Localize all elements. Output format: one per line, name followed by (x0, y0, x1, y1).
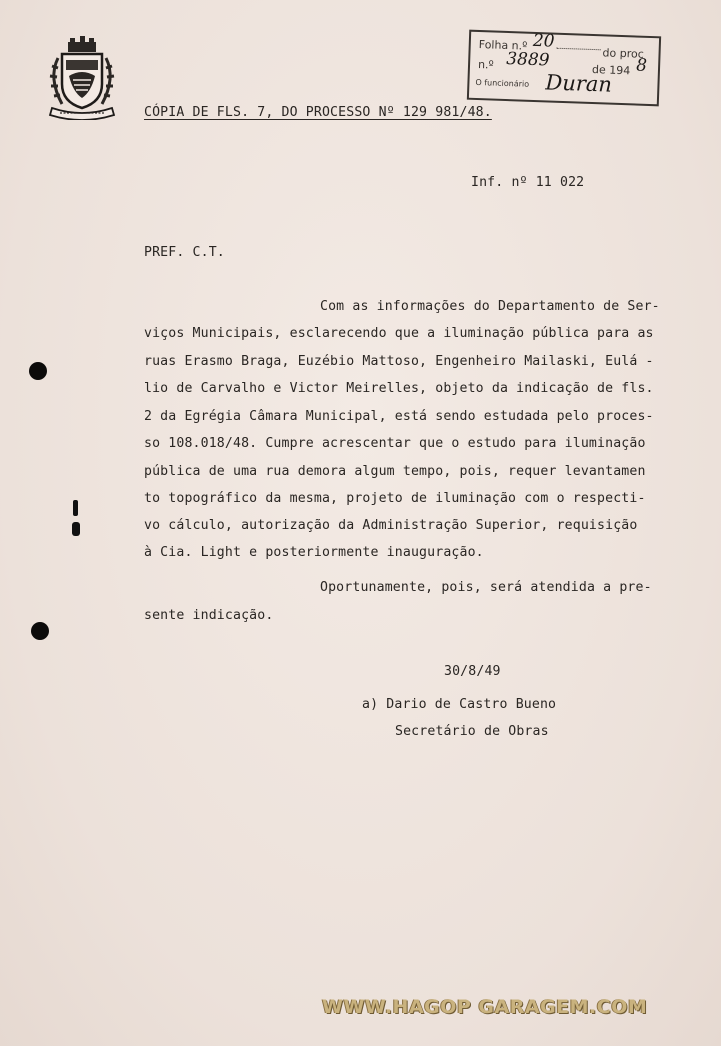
folha-stamp (467, 30, 661, 107)
punch-hole (29, 362, 47, 380)
funcionario-label: O funcionário (475, 77, 530, 89)
website-watermark: WWW.HAGOP GARAGEM.COM (322, 996, 648, 1018)
folha-number: 20 (532, 30, 555, 52)
body-line: lio de Carvalho e Victor Meirelles, objeto da indicação de fls. (144, 381, 654, 396)
folha-dotted-line (557, 48, 601, 51)
body-line: vo cálculo, autorização da Administração Superior, requisição (144, 518, 638, 533)
body-line: 2 da Egrégia Câmara Municipal, está sendo estudada pelo proces- (144, 409, 654, 424)
inf-number: Inf. nº 11 022 (471, 175, 585, 190)
body-line: à Cia. Light e posteriormente inauguração. (144, 545, 484, 560)
coat-of-arms-logo (42, 36, 122, 120)
year-suffix: 8 (635, 55, 648, 76)
staple-mark (73, 500, 78, 516)
n-label: n.º (477, 58, 494, 72)
document-date: 30/8/49 (444, 664, 501, 679)
process-number: 3889 (505, 48, 550, 71)
body-line: viços Municipais, esclarecendo que a iluminação pública para as (144, 326, 654, 341)
body-line: pública de uma rua demora algum tempo, pois, requer levantamen (144, 464, 646, 479)
folha-label: Folha n.º (478, 38, 528, 53)
do-proc-label: do proc (602, 46, 645, 61)
closing-line: Oportunamente, pois, será atendida a pre- (320, 580, 652, 595)
document-title: CÓPIA DE FLS. 7, DO PROCESSO Nº 129 981/48. (144, 105, 492, 120)
closing-line: sente indicação. (144, 608, 274, 623)
year-prefix: de 194 (591, 62, 631, 78)
signature: Duran (545, 70, 613, 97)
punch-hole (31, 622, 49, 640)
signer-name: a) Dario de Castro Bueno (362, 697, 557, 712)
body-line: ruas Erasmo Braga, Euzébio Mattoso, Engenheiro Mailaski, Eulá - (144, 354, 654, 369)
body-line: Com as informações do Departamento de Ser- (320, 299, 660, 314)
body-line: to topográfico da mesma, projeto de iluminação com o respecti- (144, 491, 646, 506)
staple-mark (72, 522, 80, 536)
signer-title: Secretário de Obras (395, 724, 549, 739)
body-line: so 108.018/48. Cumpre acrescentar que o estudo para iluminação (144, 436, 646, 451)
addressee: PREF. C.T. (144, 245, 225, 260)
